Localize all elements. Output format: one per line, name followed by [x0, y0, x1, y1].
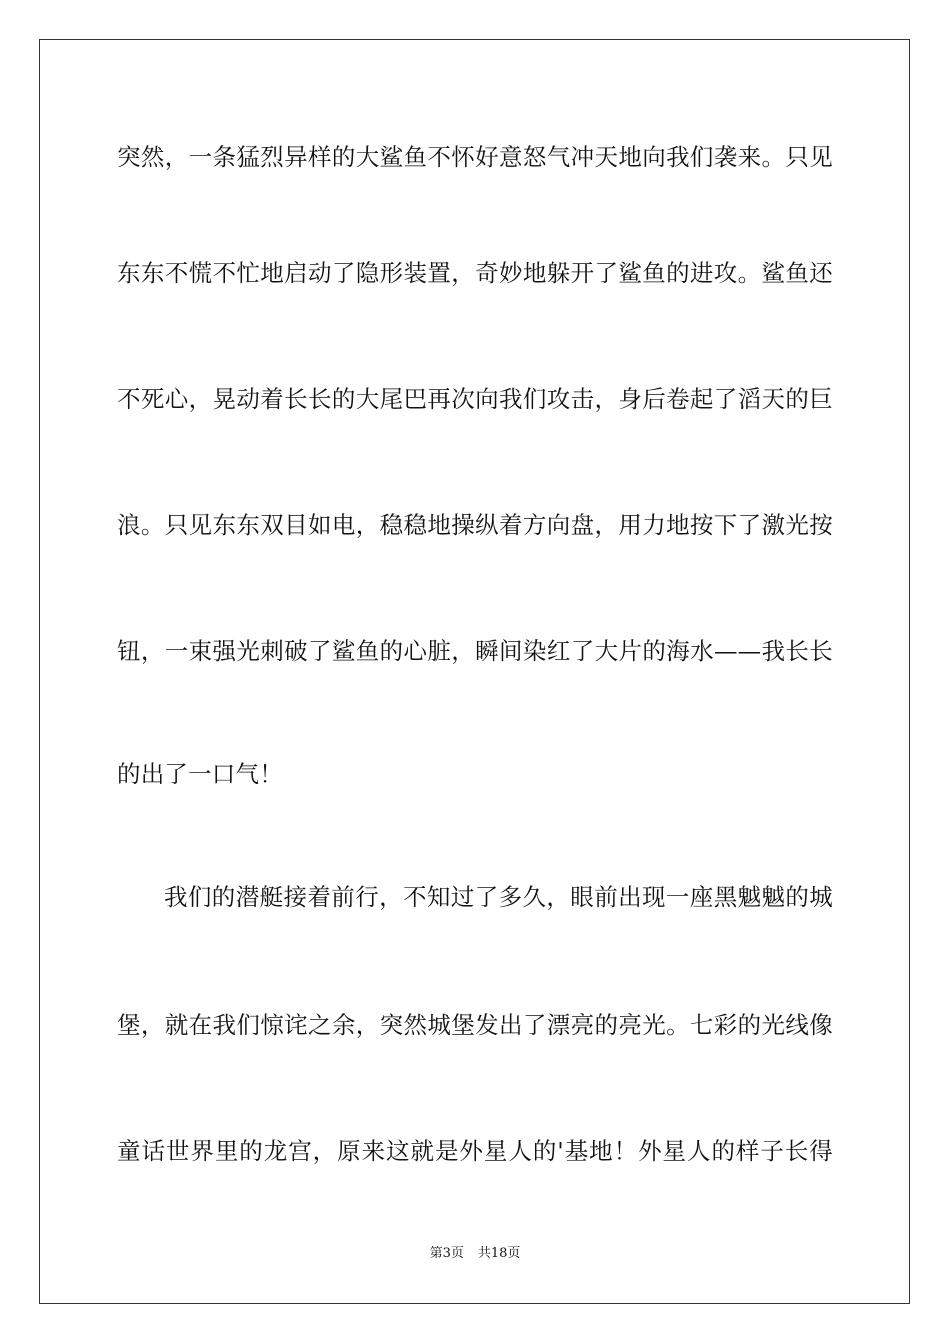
paragraph-line-8: 堡，就在我们惊诧之余，突然城堡发出了漂亮的亮光。七彩的光线像 — [117, 1011, 833, 1039]
paragraph-line-1: 突然，一条猛烈异样的大鲨鱼不怀好意怒气冲天地向我们袭来。只见 — [117, 143, 833, 171]
page-footer — [0, 1244, 950, 1264]
paragraph-line-3: 不死心，晃动着长长的大尾巴再次向我们攻击，身后卷起了滔天的巨 — [117, 385, 833, 413]
page-border — [39, 39, 910, 1304]
page-number: 第3页 — [429, 1246, 464, 1261]
page-total: 共18页 — [477, 1246, 521, 1261]
paragraph-line-9: 童话世界里的龙宫，原来这就是外星人的'基地！外星人的样子长得 — [117, 1137, 833, 1165]
paragraph-line-5: 钮，一束强光刺破了鲨鱼的心脏，瞬间染红了大片的海水——我长长 — [117, 637, 833, 665]
paragraph-line-6: 的出了一口气！ — [117, 760, 283, 788]
paragraph-line-7: 我们的潜艇接着前行，不知过了多久，眼前出现一座黑魆魆的城 — [164, 883, 833, 911]
paragraph-line-4: 浪。只见东东双目如电，稳稳地操纵着方向盘，用力地按下了激光按 — [117, 511, 833, 539]
paragraph-line-2: 东东不慌不忙地启动了隐形装置，奇妙地躲开了鲨鱼的进攻。鲨鱼还 — [117, 259, 833, 287]
